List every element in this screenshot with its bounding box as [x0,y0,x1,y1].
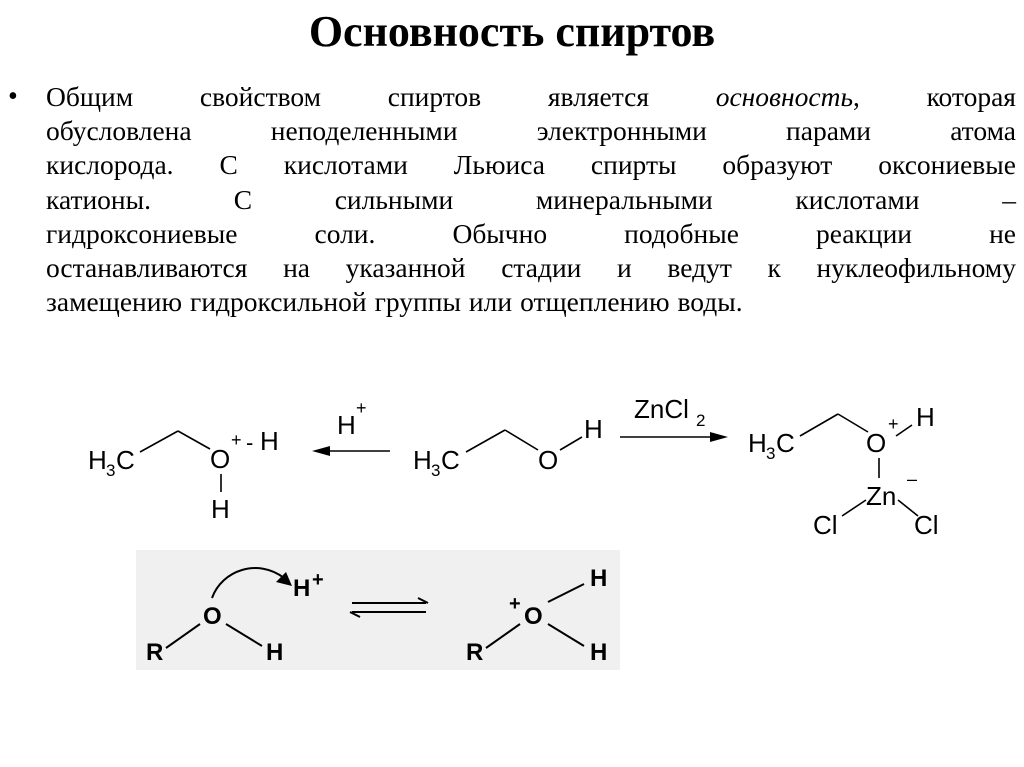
charge-plus: + [888,414,899,434]
paragraph-word: воды. [677,286,743,318]
paragraph-word: атома [950,115,1016,147]
paragraph-word: отщеплению [520,286,670,318]
hydrogen-label: H [584,414,603,444]
methyl-subscript: 3 [766,444,776,463]
paragraph-word: группы [374,286,461,318]
paragraph-word: обусловлена [46,115,192,147]
paragraph-word: и [617,251,632,283]
arrowhead-icon [312,446,330,456]
oxygen-label: O [524,603,543,630]
ethanol-structure [413,414,603,480]
paragraph-word: сильными [334,183,454,215]
paragraph-word: является [547,81,649,112]
paragraph-word: Льюиса [453,149,545,181]
oxygen-label: O [210,444,231,474]
paragraph-word: – [1002,183,1016,215]
paragraph-word: кислотами [283,149,408,181]
paragraph-word: С [233,183,253,215]
paragraph-word: неподеленными [270,115,458,147]
paragraph-word: или [468,286,513,318]
bond-line [140,431,178,452]
proton-label: H [293,575,311,602]
paragraph-word: образуют [722,149,833,181]
methyl-subscript: 3 [431,461,441,480]
page-title: Основность спиртов [308,7,716,56]
paragraph-word: электронными [536,115,707,147]
oxygen-label: O [203,603,222,630]
paragraph-word: кислотами [795,183,920,215]
paragraph-word: гидроксониевые [46,217,238,249]
r-group-label: R [466,639,484,666]
paragraph-word: гидроксильной [190,286,367,318]
hydrogen-label: H [266,639,284,666]
charge-plus: + [509,593,521,615]
paragraph-word: свойством [199,81,322,112]
hydrogen-label: H [260,426,279,456]
paragraph-word: стадии [501,251,582,283]
paragraph-word: оксониевые [878,149,1016,181]
proton-label: H [337,410,356,440]
reagent-subscript: 2 [696,411,706,430]
methyl-c-label: C [776,428,795,458]
hydrogen-label: H [916,402,935,432]
paragraph-word: нуклеофильному [816,251,1016,283]
reagent-label: ZnCl [634,394,689,424]
paragraph-word: Обычно [452,217,548,249]
oxygen-label: O [538,445,559,475]
bond-line [838,414,868,432]
bond-line [560,437,582,450]
hydrogen-label: H [211,494,230,524]
charge-plus: + [231,430,242,450]
bond-line [178,431,210,449]
paragraph-word: парами [786,115,872,147]
paragraph-word: замещению [46,286,183,318]
methyl-h-label: H [748,428,767,458]
paragraph-word: катионы. [46,183,151,215]
oxygen-label: O [866,428,887,458]
zinc-label: Zn [866,481,897,511]
oxonium-cation-structure [88,426,279,524]
bond-line [505,430,538,450]
charge-minus: – [907,469,918,489]
methyl-h-label: H [413,445,432,475]
paragraph-word: основность, [715,81,860,112]
bond-dash: - [246,430,254,455]
bullet-marker: • [8,81,18,112]
paragraph-word: спирты [590,149,677,181]
paragraph-word: на [283,251,310,283]
paragraph-word: спиртов [387,81,482,112]
protonation-arrow [312,398,390,456]
paragraph-word: которая [926,81,1016,112]
hydrogen-label: H [590,639,608,666]
paragraph-word: Общим [46,81,134,112]
paragraph-word: соли. [314,217,376,249]
chlorine-label: Cl [813,510,838,540]
r-group-label: R [146,639,164,666]
paragraph-word: к [767,251,781,283]
bond-line [842,500,866,516]
paragraph-word: С [219,149,238,181]
methyl-h-label: H [88,445,107,475]
paragraph-word: кислорода. [46,149,174,181]
methyl-c-label: C [441,445,460,475]
reaction-scheme-2 [136,550,620,670]
paragraph-word: подобные [624,217,739,249]
paragraph-word: не [989,217,1016,249]
chlorine-label: Cl [914,510,939,540]
methyl-c-label: C [116,445,135,475]
paragraph-word: указанной [345,251,466,283]
proton-charge: + [356,398,367,418]
paragraph-word: минеральными [535,183,713,215]
arrowhead-icon [710,432,728,442]
paragraph-word: останавливаются [46,251,248,283]
proton-charge: + [312,569,324,591]
paragraph-word: реакции [816,217,913,249]
methyl-subscript: 3 [106,461,116,480]
bond-line [800,414,838,436]
paragraph-word: ведут [667,251,732,283]
zinc-complex-structure [748,402,939,540]
bond-line [466,430,505,452]
hydrogen-label: H [590,565,608,592]
lewis-acid-arrow [620,394,728,442]
